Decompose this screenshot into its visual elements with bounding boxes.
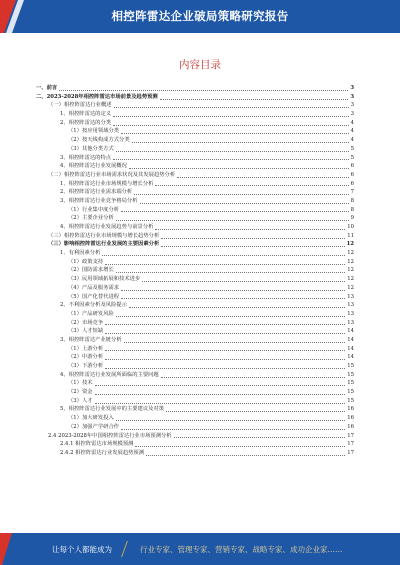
toc-page-number: 13 — [347, 319, 354, 326]
toc-leader-dots — [161, 377, 346, 378]
toc-page-number: 17 — [347, 449, 354, 456]
toc-page-number: 12 — [347, 250, 354, 257]
table-of-contents — [36, 84, 354, 458]
toc-page-number: 12 — [347, 267, 354, 274]
toc-entry[interactable] — [36, 93, 354, 102]
toc-entry-title: 3、相控阵雷达行业竞争格局分析 — [60, 197, 138, 204]
toc-entry-title: 二、2023-2028年相控阵雷达市场前景及趋势预测 — [36, 93, 158, 100]
toc-entry-title: 2、相控阵雷达的分类 — [60, 119, 112, 126]
toc-entry-title: （2）中游分析 — [68, 354, 104, 361]
toc-entry-title: 2.4 2023-2028年中国相控阵雷达行业市场预测分析 — [48, 432, 172, 439]
toc-page-number: 3 — [350, 85, 354, 91]
toc-leader-dots — [140, 203, 349, 204]
report-footer — [0, 533, 400, 565]
toc-entry[interactable] — [36, 362, 354, 371]
toc-leader-dots — [105, 264, 345, 265]
toc-page-number: 5 — [350, 145, 354, 152]
toc-entry[interactable] — [36, 127, 354, 136]
toc-entry[interactable] — [36, 145, 354, 154]
toc-page-number: 3 — [350, 111, 354, 118]
footer-ribbon-decoration — [0, 533, 22, 565]
toc-entry-title: （5）国产化替代进程 — [68, 293, 120, 300]
toc-entry[interactable] — [36, 266, 354, 275]
toc-leader-dots — [155, 185, 348, 186]
toc-entry[interactable] — [36, 180, 354, 189]
footer-slogan: 让每个人都能成为 — [52, 545, 112, 554]
toc-entry-title: （2）资金 — [68, 389, 93, 396]
toc-entry-title: 5、相控阵雷达行业发展中的主要建议及对策 — [60, 406, 165, 413]
toc-entry[interactable] — [36, 284, 354, 293]
toc-entry-title: 2.4.1 相控阵雷达市场规模预测 — [60, 441, 134, 448]
toc-leader-dots — [113, 159, 349, 160]
toc-leader-dots — [105, 324, 345, 325]
toc-page-number: 6 — [350, 180, 354, 187]
toc-entry-title: （1）政策支持 — [68, 258, 104, 265]
toc-entry-title: （二）相控阵雷达行业市场需求状况及其发展趋势分析 — [48, 171, 176, 178]
toc-page-number: 4 — [350, 128, 354, 135]
toc-entry[interactable] — [36, 449, 354, 458]
toc-entry-title: 1、相控阵雷达行业市场规模与增长分析 — [60, 180, 154, 187]
toc-entry[interactable] — [36, 310, 354, 319]
footer-divider — [121, 541, 128, 557]
toc-page-number: 6 — [350, 171, 354, 178]
toc-page-number: 13 — [347, 310, 354, 317]
toc-entry-title: （2）主要企业分析 — [68, 215, 114, 222]
toc-page-number: 14 — [347, 328, 354, 335]
toc-entry[interactable] — [36, 240, 354, 249]
toc-page-number: 6 — [350, 163, 354, 170]
toc-entry[interactable] — [36, 249, 354, 258]
toc-leader-dots — [177, 177, 348, 178]
toc-entry[interactable] — [36, 258, 354, 267]
toc-entry[interactable] — [36, 206, 354, 215]
toc-entry[interactable] — [36, 379, 354, 388]
toc-entry-title: （1）加大研发投入 — [68, 415, 114, 422]
toc-entry[interactable] — [36, 336, 354, 345]
toc-page-number: 15 — [347, 389, 354, 396]
toc-entry[interactable] — [36, 154, 354, 163]
toc-leader-dots — [95, 394, 346, 395]
toc-entry-title: （1）上游分析 — [68, 345, 104, 352]
toc-page-number: 12 — [347, 276, 354, 283]
toc-entry[interactable] — [36, 440, 354, 449]
toc-heading: 内容目录 — [179, 59, 221, 71]
toc-leader-dots — [59, 90, 348, 91]
toc-entry[interactable] — [36, 345, 354, 354]
toc-leader-dots — [121, 290, 345, 291]
report-header — [0, 0, 400, 33]
toc-entry[interactable] — [36, 171, 354, 180]
toc-leader-dots — [129, 168, 349, 169]
toc-page-number: 3 — [350, 93, 354, 100]
toc-leader-dots — [105, 368, 345, 369]
toc-page-number: 17 — [347, 432, 354, 439]
toc-leader-dots — [95, 385, 346, 386]
toc-entry[interactable] — [36, 136, 354, 145]
toc-page-number: 9 — [350, 215, 354, 222]
toc-page-number: 15 — [347, 363, 354, 369]
toc-entry[interactable] — [36, 162, 354, 171]
toc-page-number: 16 — [347, 423, 354, 430]
toc-entry-title: 4、相控阵雷达行业发展趋势与前景分析 — [60, 224, 154, 230]
toc-page-number: 14 — [347, 345, 354, 352]
toc-entry-title: （1）产品研发风险 — [68, 310, 114, 317]
toc-leader-dots — [124, 342, 346, 343]
toc-entry-title: （2）国防需求增长 — [68, 267, 114, 274]
toc-entry[interactable] — [36, 414, 354, 423]
toc-entry[interactable] — [36, 388, 354, 397]
toc-leader-dots — [116, 272, 346, 273]
toc-entry[interactable] — [36, 301, 354, 310]
toc-entry[interactable] — [36, 188, 354, 197]
toc-entry-title: （2）按天线构成方式分类 — [68, 137, 130, 144]
toc-leader-dots — [116, 316, 346, 317]
toc-leader-dots — [160, 99, 349, 100]
toc-entry-title: （2）市场竞争 — [68, 319, 104, 326]
toc-page-number: 13 — [347, 293, 354, 300]
toc-entry-title: （3）人才 — [68, 397, 93, 404]
toc-page-number: 15 — [347, 397, 354, 404]
toc-page-number: 7 — [350, 189, 354, 196]
toc-entry-title: （三）影响相控阵雷达行业发展的主要因素分析 — [48, 241, 160, 248]
toc-leader-dots — [142, 281, 345, 282]
toc-entry-title: （3）其他分类方式 — [68, 145, 114, 152]
toc-entry-title: 2、相控阵雷达行业需求端分析 — [60, 189, 133, 196]
toc-leader-dots — [113, 125, 349, 126]
toc-entry-title: （3）下游分析 — [68, 363, 104, 369]
toc-entry-title: 1、相控阵雷达的定义 — [60, 111, 112, 118]
toc-page-number: 13 — [347, 302, 354, 309]
toc-page-number: 15 — [347, 371, 354, 378]
toc-entry[interactable] — [36, 353, 354, 362]
toc-entry[interactable] — [36, 119, 354, 128]
toc-entry[interactable] — [36, 232, 354, 241]
toc-entry-title: 4、相控阵雷达行业发展概况 — [60, 163, 127, 170]
toc-leader-dots — [121, 133, 349, 134]
toc-leader-dots — [155, 229, 345, 230]
toc-page-number: 15 — [347, 380, 354, 387]
toc-entry-title: （3）人才短缺 — [68, 328, 104, 335]
toc-leader-dots — [95, 403, 346, 404]
toc-leader-dots — [121, 429, 345, 430]
toc-leader-dots — [121, 298, 345, 299]
toc-leader-dots — [105, 333, 345, 334]
toc-entry-title: 3、相控阵雷达产业链分析 — [60, 336, 122, 343]
toc-entry-title: 2、不利因素分析及风险提示 — [60, 302, 127, 309]
toc-entry[interactable] — [36, 84, 354, 93]
toc-leader-dots — [161, 246, 344, 247]
toc-entry-title: 一、前言 — [36, 85, 58, 91]
toc-entry[interactable] — [36, 214, 354, 223]
toc-leader-dots — [114, 107, 349, 108]
toc-page-number: 4 — [350, 137, 354, 144]
toc-page-number: 14 — [347, 354, 354, 361]
toc-leader-dots — [121, 211, 349, 212]
toc-entry[interactable] — [36, 319, 354, 328]
toc-entry-title: 2.4.2 相控阵雷达行业发展趋势预测 — [60, 449, 145, 456]
toc-page-number: 5 — [350, 154, 354, 161]
toc-leader-dots — [129, 307, 345, 308]
toc-page-number: 16 — [347, 406, 354, 413]
toc-page-number: 16 — [347, 415, 354, 422]
toc-entry[interactable] — [36, 293, 354, 302]
toc-entry[interactable] — [36, 327, 354, 336]
toc-entry[interactable] — [36, 223, 354, 232]
toc-page-number: 12 — [347, 284, 354, 291]
toc-entry-title: 3、相控阵雷达的特点 — [60, 154, 112, 161]
toc-page-number: 11 — [347, 232, 354, 239]
toc-entry[interactable] — [36, 275, 354, 284]
toc-entry[interactable] — [36, 101, 354, 110]
toc-entry[interactable] — [36, 110, 354, 119]
toc-entry[interactable] — [36, 423, 354, 432]
toc-entry-title: （3）民用领域拓展和技术进步 — [68, 276, 141, 283]
toc-leader-dots — [113, 116, 349, 117]
toc-page-number: 10 — [347, 224, 354, 230]
toc-entry-title: （4）产品及服务需求 — [68, 284, 120, 291]
toc-page-number: 8 — [350, 206, 354, 213]
toc-page-number: 4 — [350, 119, 354, 126]
toc-leader-dots — [161, 238, 345, 239]
toc-leader-dots — [116, 151, 349, 152]
toc-entry-title: （1）行业集中度分析 — [68, 206, 120, 213]
toc-leader-dots — [135, 446, 345, 447]
toc-leader-dots — [116, 420, 346, 421]
toc-page-number: 12 — [346, 241, 354, 248]
toc-entry-title: （1）按应用领域分类 — [68, 128, 120, 135]
toc-leader-dots — [134, 194, 348, 195]
toc-page-number: 3 — [350, 102, 354, 109]
toc-leader-dots — [166, 411, 345, 412]
toc-leader-dots — [102, 255, 345, 256]
toc-leader-dots — [105, 359, 345, 360]
toc-entry-title: （三）相控阵雷达行业市场规模与增长趋势分析 — [48, 232, 160, 239]
toc-page-number: 12 — [347, 258, 354, 265]
toc-entry[interactable] — [36, 371, 354, 380]
toc-entry[interactable] — [36, 432, 354, 441]
toc-entry[interactable] — [36, 405, 354, 414]
toc-entry-title: 4、相控阵雷达行业发展所面临的主要问题 — [60, 371, 159, 378]
toc-entry-title: （2）加强产学研合作 — [68, 423, 120, 430]
footer-roles: 行业专家、管理专家、营销专家、战略专家、成功企业家…… — [140, 545, 343, 554]
toc-entry-title: （一）相控阵雷达行业概述 — [48, 102, 112, 109]
toc-page-number: 14 — [347, 336, 354, 343]
toc-entry[interactable] — [36, 197, 354, 206]
toc-leader-dots — [174, 437, 346, 438]
toc-leader-dots — [105, 350, 345, 351]
toc-leader-dots — [146, 455, 345, 456]
toc-page-number: 17 — [347, 441, 354, 448]
toc-entry-title: 1、有利因素分析 — [60, 250, 101, 257]
toc-leader-dots — [116, 220, 349, 221]
toc-leader-dots — [132, 142, 349, 143]
toc-page-number: 8 — [350, 197, 354, 204]
toc-entry[interactable] — [36, 397, 354, 406]
toc-entry-title: （1）技术 — [68, 380, 93, 387]
report-title: 相控阵雷达企业破局策略研究报告 — [111, 9, 289, 23]
